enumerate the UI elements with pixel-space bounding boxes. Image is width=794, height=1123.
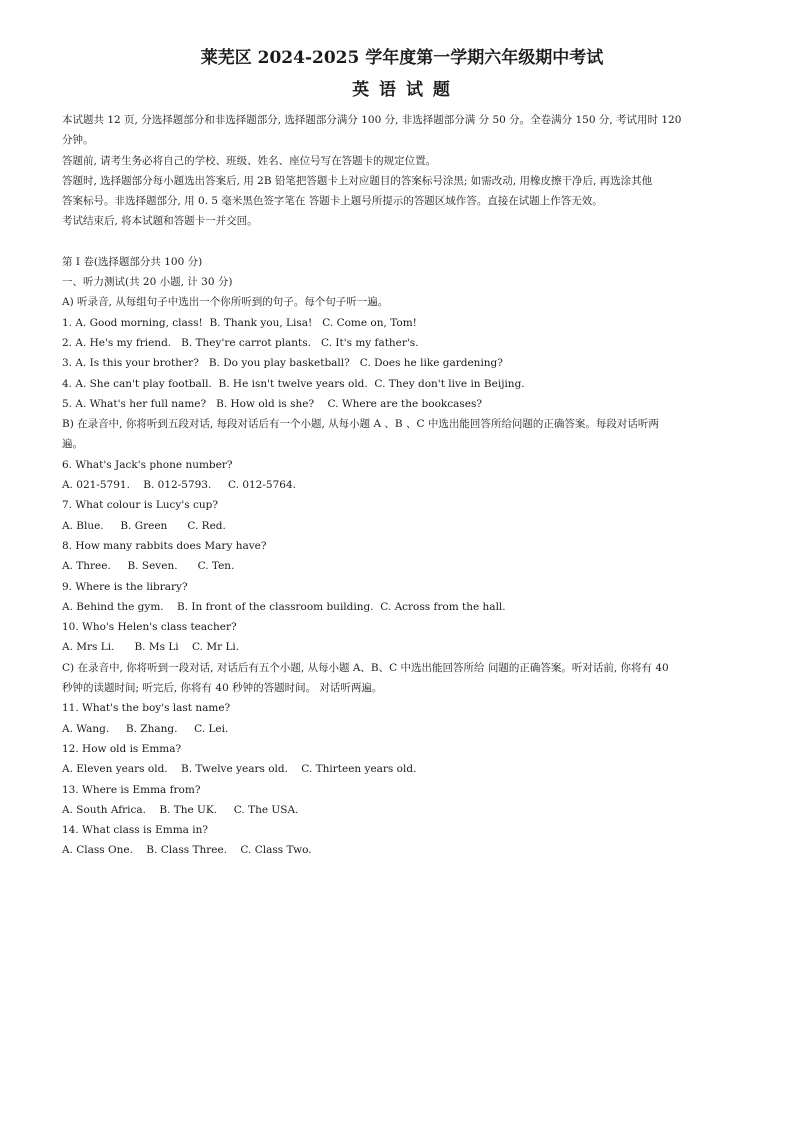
part-heading: 第 I 卷(选择题部分共 100 分): [62, 255, 203, 268]
section-gap: [62, 232, 742, 252]
question-line: 9. Where is the library?: [62, 580, 188, 593]
exam-title: 莱芜区 2024-2025 学年度第一学期六年级期中考试: [200, 48, 604, 68]
question-line: 10. Who's Helen's class teacher?: [62, 621, 237, 634]
question-line: 2. A. He's my friend. B. They're carrot plants. C. It's my father's.: [62, 336, 419, 349]
options-line: A. Three. B. Seven. C. Ten.: [62, 560, 235, 573]
question-line: 6. What's Jack's phone number?: [62, 458, 233, 471]
instructions-block: [62, 110, 742, 232]
instruction-line: 答案标号。非选择题部分, 用 0. 5 毫米黑色签字笔在 答题卡上题号所提示的答题区域作答。直接在试题上作答无效。: [62, 195, 603, 208]
question-line: 4. A. She can't play football. B. He isn't twelve years old. C. They don't live in Beijing.: [62, 377, 525, 390]
question-line: 14. What class is Emma in?: [62, 824, 209, 837]
question-line: 5. A. What's her full name? B. How old is she? C. Where are the bookcases?: [62, 397, 483, 410]
question-line: 7. What colour is Lucy's cup?: [62, 499, 218, 512]
instruction-line: 考试结束后, 将本试题和答题卡一并交回。: [62, 215, 258, 228]
options-line: A. Class One. B. Class Three. C. Class Two.: [62, 844, 312, 857]
question-line: 3. A. Is this your brother? B. Do you play basketball? C. Does he like gardening?: [62, 357, 503, 370]
listening-section: [62, 252, 742, 861]
instruction-line: 答题时, 选择题部分每小题选出答案后, 用 2B 铅笔把答题卡上对应题目的答案标号涂黑; 如需改动, 用橡皮擦干净后, 再选涂其他: [62, 174, 653, 187]
options-line: A. South Africa. B. The UK. C. The USA.: [62, 803, 299, 816]
options-line: A. 021-5791. B. 012-5793. C. 012-5764.: [62, 479, 296, 492]
subsection-instruction: 遍。: [62, 438, 83, 451]
exam-page: [62, 44, 742, 861]
question-line: 1. A. Good morning, class! B. Thank you, Lisa! C. Come on, Tom!: [62, 316, 417, 329]
options-line: A. Blue. B. Green C. Red.: [62, 519, 226, 532]
options-line: A. Behind the gym. B. In front of the classroom building. C. Across from the hall.: [62, 600, 506, 613]
exam-subtitle: 英 语 试 题: [352, 80, 452, 100]
instruction-line: 本试题共 12 页, 分选择题部分和非选择题部分, 选择题部分满分 100 分, 非选择题部分满 分 50 分。全卷满分 150 分, 考试用时 120: [62, 114, 682, 126]
instruction-line: 答题前, 请考生务必将自己的学校、班级、姓名、座位号写在答题卡的规定位置。: [62, 154, 437, 167]
section-heading: 一、听力测试(共 20 小题, 计 30 分): [62, 276, 233, 289]
question-line: 12. How old is Emma?: [62, 742, 182, 755]
question-line: 8. How many rabbits does Mary have?: [62, 539, 267, 552]
subsection-instruction: B) 在录音中, 你将听到五段对话, 每段对话后有一个小题, 从每小题 A 、B 、C 中选出能回答所给问题的正确答案。每段对话听两: [62, 418, 659, 431]
options-line: A. Eleven years old. B. Twelve years old. C. Thirteen years old.: [62, 763, 417, 776]
subsection-instruction: C) 在录音中, 你将听到一段对话, 对话后有五个小题, 从每小题 A、B、C 中选出能回答所给 问题的正确答案。听对话前, 你将有 40: [62, 661, 669, 674]
options-line: A. Mrs Li. B. Ms Li C. Mr Li.: [62, 641, 240, 654]
subsection-instruction: 秒钟的读题时间; 听完后, 你将有 40 秒钟的答题时间。 对话听两遍。: [62, 682, 383, 695]
options-line: A. Wang. B. Zhang. C. Lei.: [62, 722, 229, 735]
instruction-line: 分钟。: [62, 134, 94, 147]
question-line: 13. Where is Emma from?: [62, 783, 201, 796]
question-line: 11. What's the boy's last name?: [62, 702, 231, 715]
subsection-instruction: A) 听录音, 从每组句子中选出一个你所听到的句子。每个句子听一遍。: [62, 296, 389, 309]
